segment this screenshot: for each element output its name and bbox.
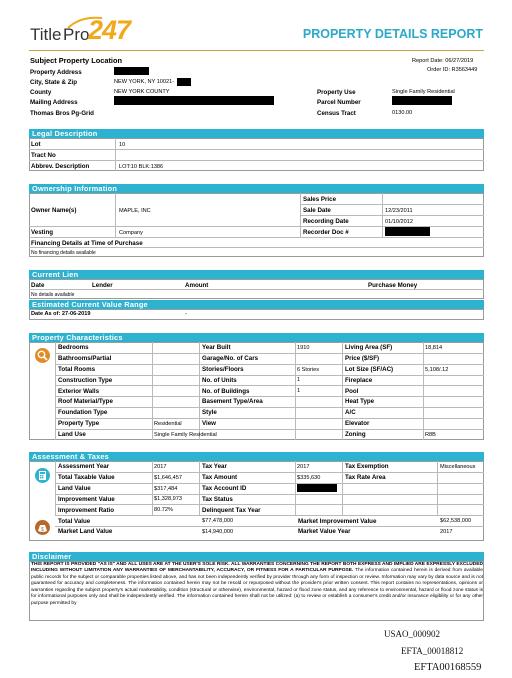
bates-usao: USAO_000902 <box>384 629 441 639</box>
char-col-divider <box>199 342 200 440</box>
sale-date-value: 12/23/2011 <box>385 208 413 214</box>
zip-redaction <box>177 78 191 86</box>
assess-value: $1,328,973 <box>154 496 182 503</box>
char-col-divider <box>55 342 56 440</box>
city-state-zip-label: City, State & Zip <box>30 79 77 86</box>
money-bag-icon <box>35 520 50 535</box>
char-label: Heat Type <box>345 398 375 406</box>
assess-label: Tax Year <box>202 463 227 471</box>
city-state-zip-value: NEW YORK, NY 10021- <box>114 79 175 85</box>
owner-label: Owner Name(s) <box>31 207 77 214</box>
char-value: Residential <box>154 420 182 427</box>
lien-date-col: Date <box>31 282 45 289</box>
tax-account-redaction <box>297 484 337 492</box>
char-label: Roof Material/Type <box>58 398 113 406</box>
report-date: Report Date: 06/27/2019 <box>412 58 474 64</box>
recorder-doc-redaction <box>385 227 430 236</box>
abbrev-label: Abbrev. Description <box>31 163 90 170</box>
own-div-1 <box>300 204 484 205</box>
own-div-2 <box>300 215 484 216</box>
assess-row-divider <box>55 504 484 505</box>
report-title: PROPERTY DETAILS REPORT <box>302 27 483 41</box>
lien-heading: Current Lien <box>29 270 484 279</box>
char-label: Exterior Walls <box>58 387 100 395</box>
assess-col-divider <box>437 461 438 515</box>
mailing-address-redaction <box>114 96 274 105</box>
legal-heading: Legal Description <box>29 129 484 138</box>
char-label: No. of Units <box>202 376 237 384</box>
parcel-redaction <box>392 96 452 105</box>
char-value: 1910 <box>297 344 310 351</box>
assess-value: $317,484 <box>154 485 178 492</box>
char-row-divider <box>55 407 484 408</box>
assess-row-divider <box>55 515 484 516</box>
assess-row-divider <box>55 472 484 473</box>
char-value: 1 <box>297 388 301 395</box>
property-use-label: Property Use <box>317 89 356 96</box>
char-label: Fireplace <box>345 376 373 384</box>
assess-row-divider <box>55 494 484 495</box>
recording-date-value: 01/10/2012 <box>385 219 413 225</box>
vesting-value: Company <box>119 230 143 236</box>
assess-value: 2017 <box>154 463 167 470</box>
char-value: 6 Stories <box>297 366 320 373</box>
lot-value: 10 <box>119 142 126 148</box>
lien-div <box>29 289 484 290</box>
assess-label: Delinquent Tax Year <box>202 506 261 514</box>
char-label: Property Type <box>58 420 100 428</box>
ownership-heading: Ownership Information <box>29 184 484 193</box>
estimated-dash: - <box>185 311 187 317</box>
assess-label: Improvement Value <box>58 495 115 503</box>
logo-247: 247 <box>88 15 131 45</box>
assess-label: Land Value <box>58 484 91 492</box>
char-label: Bedrooms <box>58 344 89 352</box>
legal-divider-2 <box>29 160 484 161</box>
property-address-redaction <box>114 67 149 75</box>
char-value: 18,814 <box>425 344 443 351</box>
char-row-divider <box>55 385 484 386</box>
own-div-4 <box>29 237 484 238</box>
char-value: 1 <box>297 377 301 384</box>
disclaimer-body: The information contained herein is derived from available public records for the subject or comparable properties listed above, and has not been independently verified by provider through any form of inspection or review. Information may vary by data source and is not guaranteed for accuracy and completeness. The information contained herein may not be resold or repurposed without the provider's prior written consent. This report contains no representations, opinions or warranties regarding the subject property's actual marketability, condition (structural or otherwise), environmental, hazard or flood zone status, and any reference to environmental, hazard or flood zone status is for informational purposes only and shall be independently verified. The information contained herein shall not be utilized: (a) to review or establish a consumer's credit and/or insurance eligibility or for any other purpose permitted by <box>31 568 483 606</box>
char-col-divider <box>295 342 296 440</box>
assess-label: Tax Account ID <box>202 484 247 492</box>
property-use-value: Single Family Residential <box>392 89 455 95</box>
char-label: Foundation Type <box>58 409 108 417</box>
recorder-doc-label: Recorder Doc # <box>303 229 349 236</box>
market-improvement-value: $62,538,000 <box>440 518 472 525</box>
market-year-label: Market Value Year <box>298 528 351 536</box>
char-label: Stories/Floors <box>202 365 244 373</box>
disclaimer-text <box>31 562 483 607</box>
char-value: 5,108/.12 <box>425 366 449 373</box>
lien-purchase-col: Purchase Money <box>368 282 418 289</box>
char-row-divider <box>55 375 484 376</box>
county-value: NEW YORK COUNTY <box>114 89 170 95</box>
char-label: Lot Size (SF/AC) <box>345 365 394 373</box>
parcel-number-label: Parcel Number <box>317 99 361 106</box>
assess-label: Improvement Ratio <box>58 506 115 514</box>
property-address-label: Property Address <box>30 69 82 76</box>
char-label: Elevator <box>345 420 370 428</box>
legal-box <box>29 138 484 171</box>
char-value: R8B <box>425 431 436 438</box>
assess-col-divider <box>295 461 296 515</box>
market-improvement-label: Market Improvement Value <box>298 517 377 525</box>
market-land-label: Market Land Value <box>58 528 113 536</box>
logo-title: Title <box>30 25 62 44</box>
census-tract-label: Census Tract <box>317 110 356 117</box>
assess-col-divider <box>342 461 343 515</box>
titlepro-logo <box>30 17 160 47</box>
lien-amount-col: Amount <box>185 282 209 289</box>
disclaimer-heading: Disclaimer <box>29 552 484 561</box>
search-icon <box>35 348 50 363</box>
char-row-divider <box>55 364 484 365</box>
sales-price-label: Sales Price <box>303 196 337 203</box>
total-value: $77,478,000 <box>202 518 234 525</box>
assess-col-divider <box>199 461 200 515</box>
char-label: Bathrooms/Partial <box>58 355 112 363</box>
char-label: Land Use <box>58 431 86 438</box>
char-label: Zoning <box>345 431 366 438</box>
legal-col-divider <box>115 138 116 171</box>
assess-label: Tax Rate Area <box>345 474 386 482</box>
lot-label: Lot <box>31 141 41 148</box>
char-label: Construction Type <box>58 376 113 384</box>
county-label: County <box>30 89 52 96</box>
disclaimer-bold: THIS REPORT IS PROVIDED "AS IS" AND ALL USES ARE AT THE USER'S SOLE RISK. ALL WARRANTIES CONCERNING THE REPORT BOTH EXPRESS AND IMPLIED ARE EXPRESSLY EXCLUDED INCLUDING WITHOUT LIMITATION ANY WARRANTIES OF MERCHANTABILITY, ACCURACY, OR FITNESS FOR A PARTICULAR PURPOSE. <box>31 562 483 574</box>
lien-lender-col: Lender <box>92 282 113 289</box>
char-label: View <box>202 420 216 428</box>
recording-date-label: Recording Date <box>303 218 349 225</box>
market-land-value: $14,940,000 <box>202 528 234 535</box>
char-col-divider <box>342 342 343 440</box>
vesting-label: Vesting <box>31 229 54 236</box>
assess-col-divider <box>55 461 56 515</box>
bates-efta-1: EFTA_00018812 <box>401 646 464 656</box>
char-row-divider <box>55 418 484 419</box>
assess-label: Tax Amount <box>202 474 238 482</box>
char-label: Price ($/SF) <box>345 355 380 363</box>
order-id: Order ID: R3563449 <box>427 67 478 73</box>
calculator-icon <box>35 468 50 483</box>
char-label: Total Rooms <box>58 365 96 373</box>
assess-label: Tax Exemption <box>345 463 389 471</box>
char-label: Pool <box>345 387 359 395</box>
own-vdiv-3 <box>382 193 383 237</box>
market-year-value: 2017 <box>440 528 453 535</box>
assess-col-divider <box>152 461 153 515</box>
char-row-divider <box>55 429 484 430</box>
assess-row-divider <box>55 483 484 484</box>
abbrev-value: LOT:10 BLK:1386 <box>119 164 164 170</box>
char-row-divider <box>55 396 484 397</box>
logo-swoosh-icon <box>66 16 106 30</box>
char-label: Living Area (SF) <box>345 344 393 352</box>
char-row-divider <box>55 353 484 354</box>
financing-value: No financing details available <box>31 250 96 256</box>
estimated-box <box>29 309 484 320</box>
assess-value: Miscellaneous <box>440 463 476 470</box>
estimated-date: Date As of: 27-06-2019 <box>31 311 91 317</box>
header-rule <box>29 50 484 51</box>
logo-pro: Pro <box>63 25 90 44</box>
tract-label: Tract No <box>31 152 56 159</box>
estimated-heading: Estimated Current Value Range <box>29 300 484 309</box>
own-vdiv-1 <box>115 193 116 237</box>
thomas-bros-label: Thomas Bros Pg-Grid <box>30 110 94 117</box>
assess-value: $1,646,457 <box>154 474 182 481</box>
char-label: Style <box>202 409 217 417</box>
subject-heading: Subject Property Location <box>30 56 122 65</box>
char-label: Garage/No. of Cars <box>202 355 259 363</box>
char-value: Single Family Residential <box>154 431 217 438</box>
char-label: Year Built <box>202 344 231 352</box>
assessment-heading: Assessment & Taxes <box>29 452 484 461</box>
own-vdiv-2 <box>300 193 301 237</box>
assess-row-divider <box>55 526 484 527</box>
assess-label: Assessment Year <box>58 463 110 471</box>
characteristics-heading: Property Characteristics <box>29 333 484 342</box>
assess-value: $335,630 <box>297 474 321 481</box>
lien-none: No details available <box>31 292 75 298</box>
financing-label: Financing Details at Time of Purchase <box>31 240 143 247</box>
census-tract-value: 0130.00 <box>392 110 413 116</box>
owner-value: MAPLE, INC <box>119 208 151 214</box>
total-value-label: Total Value <box>58 517 91 525</box>
bates-efta-2: EFTA00168559 <box>414 662 482 673</box>
char-label: Basement Type/Area <box>202 398 263 406</box>
char-label: A/C <box>345 409 356 417</box>
legal-divider-1 <box>29 149 484 150</box>
char-label: No. of Buildings <box>202 387 250 395</box>
mailing-address-label: Mailing Address <box>30 99 78 106</box>
assess-value: 80.72% <box>154 507 173 514</box>
own-div-5 <box>29 247 484 248</box>
char-col-divider <box>152 342 153 440</box>
svg-text:$: $ <box>41 527 44 533</box>
sale-date-label: Sale Date <box>303 207 331 214</box>
char-col-divider <box>423 342 424 440</box>
assess-label: Total Taxable Value <box>58 474 115 482</box>
assess-label: Tax Status <box>202 495 233 503</box>
assess-value: 2017 <box>297 463 310 470</box>
